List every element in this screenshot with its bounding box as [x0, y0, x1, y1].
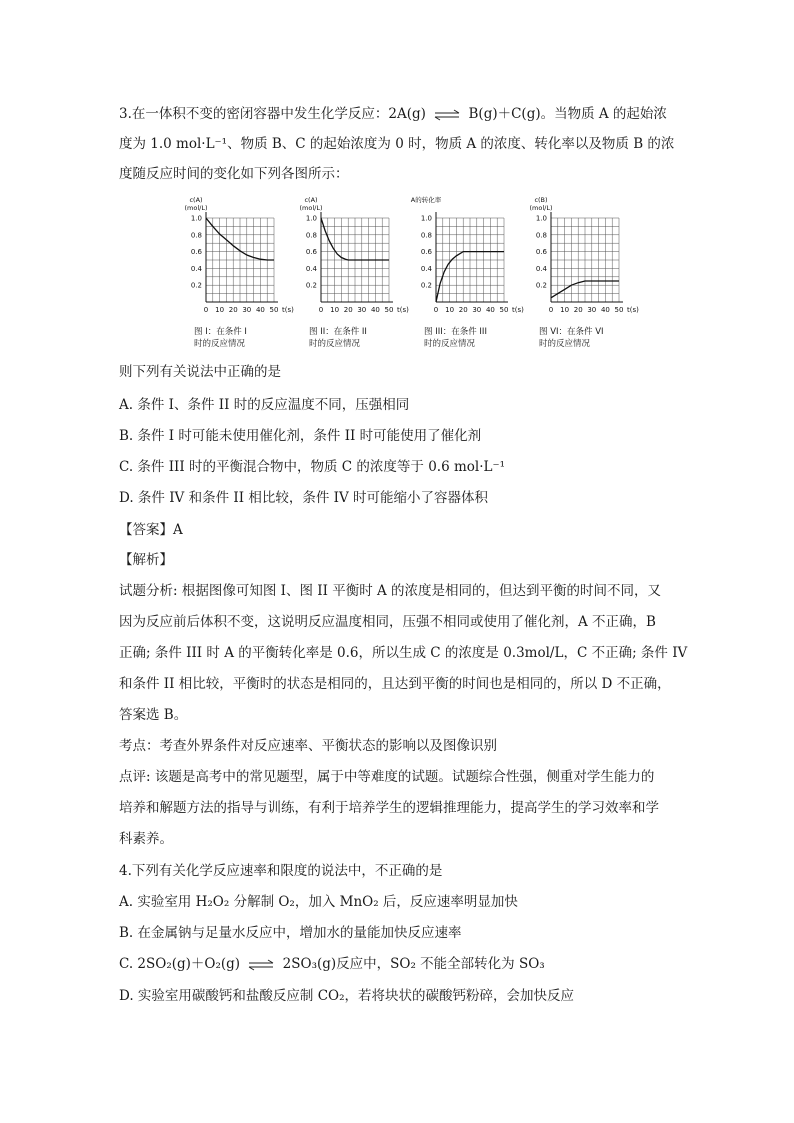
y-axis-label: c(A): [304, 196, 318, 204]
y-axis-label: (mol/L): [184, 204, 208, 212]
x-tick-label: 30: [242, 306, 252, 314]
q3-prompt: 则下列有关说法中正确的是: [119, 364, 281, 380]
x-tick-label: 50: [499, 306, 509, 314]
q4-option-b: B. 在金属钠与足量水反应中，增加水的量能加快反应速率: [119, 925, 462, 941]
y-axis-label: (mol/L): [529, 204, 553, 212]
q4-option-c-part1: C. 2SO₂(g)＋O₂(g): [119, 956, 241, 972]
chart-4: [521, 196, 639, 352]
chart-4-caption: [539, 326, 635, 350]
y-tick-label: 0.4: [420, 264, 432, 273]
y-tick-label: 0.2: [420, 281, 432, 290]
x-tick-label: 40: [600, 306, 610, 314]
x-tick-label: 40: [370, 306, 380, 314]
q3-dianping-line2: 培养和解题方法的指导与训练，有利于培养学生的逻辑推理能力，提高学生的学习效率和学: [119, 800, 659, 816]
y-tick-label: 0.6: [420, 248, 432, 257]
y-tick-label: 0.6: [535, 248, 547, 257]
q3-analysis-line4: 和条件 II 相比较，平衡时的状态是相同的，且达到平衡的时间也是相同的，所以 D 不正确，: [119, 676, 671, 692]
y-tick-label: 0.8: [190, 231, 202, 240]
y-tick-label: 0.2: [190, 281, 202, 290]
equilibrium-arrow-icon: [248, 959, 274, 971]
x-tick-label: 40: [485, 306, 495, 314]
chart-3-plot: [406, 196, 524, 326]
y-tick-label: 0.6: [190, 248, 202, 257]
y-axis-label: A的转化率: [410, 196, 442, 204]
x-tick-label: 20: [458, 306, 468, 314]
equilibrium-arrow-icon: [434, 109, 460, 121]
x-tick-label: 20: [343, 306, 353, 314]
x-tick-label: 50: [614, 306, 624, 314]
x-tick-label: 0: [548, 306, 554, 314]
q4-option-c-part2: 2SO₃(g)反应中，SO₂ 不能全部转化为 SO₃: [282, 956, 545, 972]
x-tick-label: 10: [215, 306, 225, 314]
q3-analysis-line1: 试题分析: 根据图像可知图 I、图 II 平衡时 A 的浓度是相同的，但达到平衡的时间不同，又: [119, 583, 662, 599]
y-axis-label: c(B): [534, 196, 548, 204]
chart-2-caption-line2: 时的反应情况: [309, 339, 361, 349]
chart-3-caption-line2: 时的反应情况: [424, 339, 476, 349]
q3-dianping-line1: 点评: 该题是高考中的常见题型，属于中等难度的试题。试题综合性强，侧重对学生能力的: [119, 769, 655, 785]
x-axis-label: t(s): [512, 306, 524, 314]
q3-stem-part1: 3.在一体积不变的密闭容器中发生化学反应：2A(g): [119, 106, 426, 122]
q3-analysis-line3: 正确; 条件 III 时 A 的平衡转化率是 0.6，所以生成 C 的浓度是 0.3mol/L，C 不正确; 条件 IV: [119, 645, 688, 661]
x-tick-label: 20: [228, 306, 238, 314]
y-tick-label: 0.4: [190, 264, 202, 273]
q3-kaodian: 考点：考查外界条件对反应速率、平衡状态的影响以及图像识别: [119, 738, 497, 754]
chart-1-caption-line2: 时的反应情况: [194, 339, 246, 349]
q3-stem-line1: [119, 104, 667, 124]
chart-1: [176, 196, 294, 352]
chart-4-caption-line2: 时的反应情况: [539, 339, 591, 349]
y-tick-label: 1.0: [420, 214, 432, 223]
chart-3-caption-line1: 图 III：在条件 III: [424, 327, 487, 337]
x-tick-label: 30: [587, 306, 597, 314]
q3-analysis-line2: 因为反应前后体积不变，这说明反应温度相同，压强不相同或使用了催化剂，A 不正确，B: [119, 614, 656, 630]
y-tick-label: 0.8: [420, 231, 432, 240]
y-tick-label: 0.4: [535, 264, 547, 273]
q3-stem-line3: 度随反应时间的变化如下列各图所示：: [119, 166, 349, 182]
q3-analysis-heading: 【解析】: [119, 552, 173, 568]
x-tick-label: 0: [318, 306, 324, 314]
chart-4-plot: [521, 196, 639, 326]
q3-option-d: D. 条件 IV 和条件 II 相比较，条件 IV 时可能缩小了容器体积: [119, 490, 489, 506]
y-tick-label: 0.2: [305, 281, 317, 290]
x-tick-label: 30: [357, 306, 367, 314]
chart-1-caption-line1: 图 I：在条件 I: [194, 327, 247, 337]
q3-option-a: A. 条件 I、条件 II 时的反应温度不同，压强相同: [119, 397, 410, 413]
q4-option-c: [119, 954, 545, 974]
y-tick-label: 0.8: [535, 231, 547, 240]
x-tick-label: 0: [203, 306, 209, 314]
x-axis-label: t(s): [397, 306, 409, 314]
y-tick-label: 0.8: [305, 231, 317, 240]
chart-1-plot: [176, 196, 294, 326]
y-tick-label: 0.4: [305, 264, 317, 273]
chart-1-caption: [194, 326, 290, 350]
q4-option-a: A. 实验室用 H₂O₂ 分解制 O₂，加入 MnO₂ 后，反应速率明显加快: [119, 894, 518, 910]
x-tick-label: 0: [433, 306, 439, 314]
chart-2-caption: [309, 326, 405, 350]
x-axis-label: t(s): [282, 306, 294, 314]
chart-2: [291, 196, 409, 352]
q3-analysis-line5: 答案选 B。: [119, 707, 188, 723]
q3-option-c: C. 条件 III 时的平衡混合物中，物质 C 的浓度等于 0.6 mol·L⁻¹: [119, 459, 506, 475]
x-tick-label: 30: [472, 306, 482, 314]
figure-row: [176, 196, 639, 352]
chart-4-caption-line1: 图 VI：在条件 VI: [539, 327, 604, 337]
q4-option-d: D. 实验室用碳酸钙和盐酸反应制 CO₂，若将块状的碳酸钙粉碎，会加快反应: [119, 988, 575, 1004]
x-tick-label: 50: [269, 306, 279, 314]
x-tick-label: 10: [445, 306, 455, 314]
y-tick-label: 1.0: [535, 214, 547, 223]
y-tick-label: 0.6: [305, 248, 317, 257]
y-axis-label: (mol/L): [299, 204, 323, 212]
x-tick-label: 40: [255, 306, 265, 314]
q4-stem: 4.下列有关化学反应速率和限度的说法中，不正确的是: [119, 863, 443, 879]
x-tick-label: 50: [384, 306, 394, 314]
q3-stem-part2: B(g)＋C(g)。当物质 A 的起始浓: [468, 106, 667, 122]
y-tick-label: 0.2: [535, 281, 547, 290]
chart-2-caption-line1: 图 II：在条件 II: [309, 327, 367, 337]
y-axis-label: c(A): [189, 196, 203, 204]
chart-2-plot: [291, 196, 409, 326]
chart-3: [406, 196, 524, 352]
x-axis-label: t(s): [627, 306, 639, 314]
x-tick-label: 10: [560, 306, 570, 314]
chart-3-caption: [424, 326, 520, 350]
q3-stem-line2: 度为 1.0 mol·L⁻¹、物质 B、C 的起始浓度为 0 时，物质 A 的浓度、转化率以及物质 B 的浓: [119, 136, 675, 152]
q3-answer: 【答案】A: [119, 522, 183, 538]
q3-dianping-line3: 科素养。: [119, 831, 173, 847]
q3-option-b: B. 条件 I 时可能未使用催化剂，条件 II 时可能使用了催化剂: [119, 428, 482, 444]
x-tick-label: 20: [573, 306, 583, 314]
y-tick-label: 1.0: [305, 214, 317, 223]
y-tick-label: 1.0: [190, 214, 202, 223]
x-tick-label: 10: [330, 306, 340, 314]
